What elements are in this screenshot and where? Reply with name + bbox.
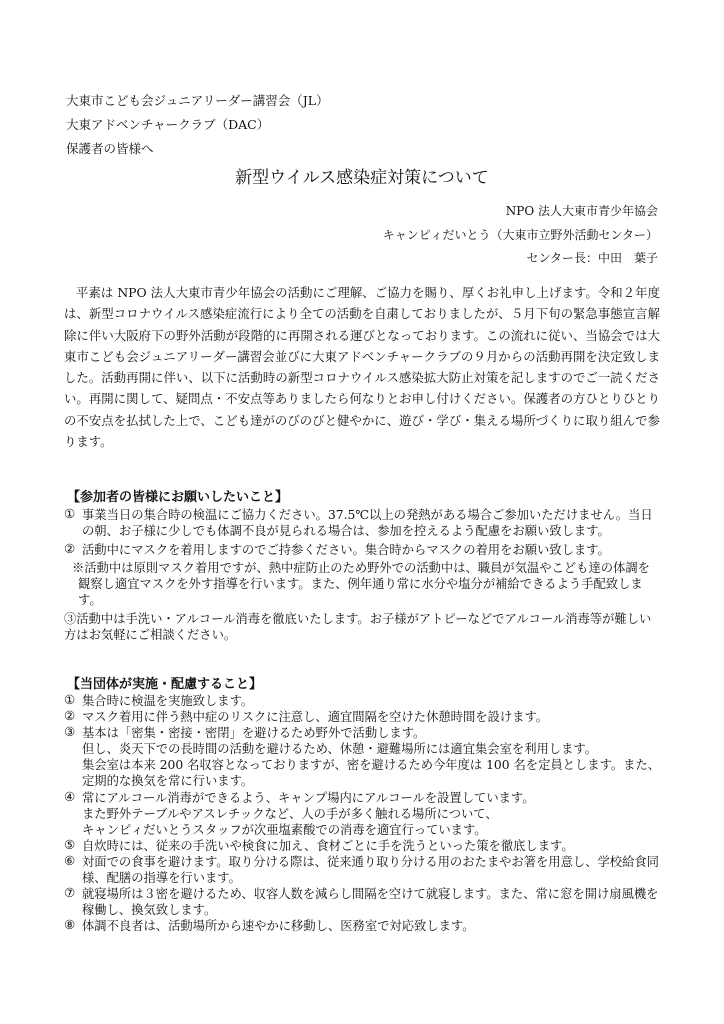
item-text: 就寝場所は３密を避けるため、収容人数を減らし間隔を空けて就寝します。また、常に窓を開け扇風機を稼働し、換気致します。 bbox=[82, 887, 659, 918]
item-text: マスク着用に伴う熱中症のリスクに注意し、適宜間隔を空けた休憩時間を設けます。 bbox=[82, 710, 549, 725]
item-text: 但し、炎天下での長時間の活動を避けるため、休憩・避難場所には適宜集会室を利用します。 bbox=[82, 742, 597, 757]
list-item bbox=[64, 806, 662, 822]
list-item bbox=[64, 725, 662, 741]
item-number: ① bbox=[64, 507, 76, 521]
item-text: 集合時に検温を実施致します。 bbox=[82, 694, 254, 708]
list-item bbox=[64, 790, 662, 806]
list-item bbox=[64, 507, 662, 540]
intro-paragraph: 平素は NPO 法人大東市青少年協会の活動にご理解、ご協力を賜り、厚くお礼申し上げます。令和２年度は、新型コロナウイルス感染症流行により全ての活動を自粛しておりましたが、５月下旬の緊急事態宣言解除に伴い大阪府下の野外活動が段階的に再開される運びとなっております。この流れに従い、当協会では大東市こども会ジュニアリーダー講習会並びに大東アドベンチャークラブの９月からの活動再開を決定致しました。活動再開に伴い、以下に活動時の新型コロナウイルス感染拡大防止対策を記しますのでご一読ください。再開に関して、疑問点・不安点等ありましたら何なりとお申し付けください。保護者の方ひとりひとりの不安点を払拭した上で、こども達がのびのびと健やかに、遊び・学び・集える場所づくりに取り組んで参ります。 bbox=[64, 285, 660, 450]
item-text: キャンピィだいとうスタッフが次亜塩素酸での消毒を適宜行っています。 bbox=[82, 822, 487, 837]
sender-director: センター長：中田 葉子 bbox=[526, 251, 658, 265]
item-number: ⑤ bbox=[64, 837, 76, 852]
item-number: ① bbox=[64, 693, 76, 707]
item-number: ③ bbox=[64, 725, 76, 740]
item-text: 活動中にマスクを着用しますのでご持参ください。集合時からマスクの着用をお願い致します。 bbox=[82, 542, 610, 557]
item-text: 常にアルコール消毒ができるよう、キャンプ場内にアルコールを設置しています。 bbox=[82, 790, 535, 805]
item-number bbox=[64, 806, 82, 822]
participants-request-list bbox=[64, 507, 662, 645]
list-item bbox=[64, 822, 662, 838]
list-item bbox=[64, 886, 662, 918]
item-text: 対面での食事を避けます。取り分ける際は、従来通り取り分ける用のおたまやお箸を用意し、学校給食同様、配膳の指導を行います。 bbox=[82, 854, 659, 886]
item-text: 事業当日の集合時の検温にご協力ください。37.5℃以上の発熱がある場合ご参加いただけません。当日の朝、お子様に少しでも体調不良が見られる場合は、参加を控えるよう配慮をお願い致します。 bbox=[82, 508, 653, 539]
sender-organization: NPO 法人大東市青少年協会 bbox=[505, 204, 658, 218]
item-text: また野外テーブルやアスレチックなど、人の手が多く触れる場所について、 bbox=[82, 806, 498, 821]
mask-note: ※活動中は原則マスク着用ですが、熱中症防止のため野外での活動中は、職員が気温やこども達の体調を観察し適宜マスクを外す指導を行います。また、例年通り常に水分や塩分が補給できるよう手配致します。 bbox=[72, 560, 650, 608]
participants-section-heading: 【参加者の皆様にお願いしたいこと】 bbox=[67, 490, 289, 505]
item-number bbox=[64, 741, 82, 757]
item-number: ⑦ bbox=[64, 886, 76, 901]
list-item bbox=[64, 918, 662, 934]
document-title: 新型ウイルス感染症対策について bbox=[235, 168, 489, 188]
recipient-dac: 大東アドベンチャークラブ（DAC） bbox=[66, 117, 270, 132]
organization-section-heading: 【当団体が実施・配慮すること】 bbox=[67, 677, 263, 692]
list-item bbox=[64, 757, 662, 789]
item-number bbox=[64, 822, 82, 838]
list-item bbox=[64, 542, 662, 558]
list-item bbox=[64, 693, 662, 709]
recipient-parents: 保護者の皆様へ bbox=[66, 141, 154, 156]
list-item bbox=[64, 741, 662, 757]
organization-measure-list bbox=[64, 693, 662, 934]
item-text: 集会室は本来 200 名収容となっておりますが、密を避けるため今年度は 100 名を定員とします。また、定期的な換気を常に行います。 bbox=[82, 758, 661, 789]
item-number: ⑧ bbox=[64, 918, 76, 933]
item-text: ③活動中は手洗い・アルコール消毒を徹底いたします。お子様がアトピーなどでアルコール消毒等が難しい方はお気軽にご相談ください。 bbox=[64, 611, 652, 643]
item-number: ② bbox=[64, 709, 76, 724]
item-text: 体調不良者は、活動場所から速やかに移動し、医務室で対応致します。 bbox=[82, 919, 475, 934]
item-text: 自炊時には、従来の手洗いや検食に加え、食材ごとに手を洗うといった策を徹底します。 bbox=[82, 838, 574, 853]
list-item bbox=[64, 854, 662, 886]
item-number: ④ bbox=[64, 789, 76, 804]
item-number: ② bbox=[64, 541, 76, 556]
list-item bbox=[64, 709, 662, 725]
recipient-jl: 大東市こども会ジュニアリーダー講習会（JL） bbox=[66, 93, 329, 108]
list-item bbox=[64, 838, 662, 854]
sender-facility: キャンピィだいとう（大東市立野外活動センター） bbox=[382, 228, 658, 242]
item-text: 基本は「密集・密接・密閉」を避けるため野外で活動します。 bbox=[82, 726, 426, 741]
list-item bbox=[64, 611, 662, 644]
item-number bbox=[64, 757, 82, 789]
item-number: ⑥ bbox=[64, 853, 76, 868]
